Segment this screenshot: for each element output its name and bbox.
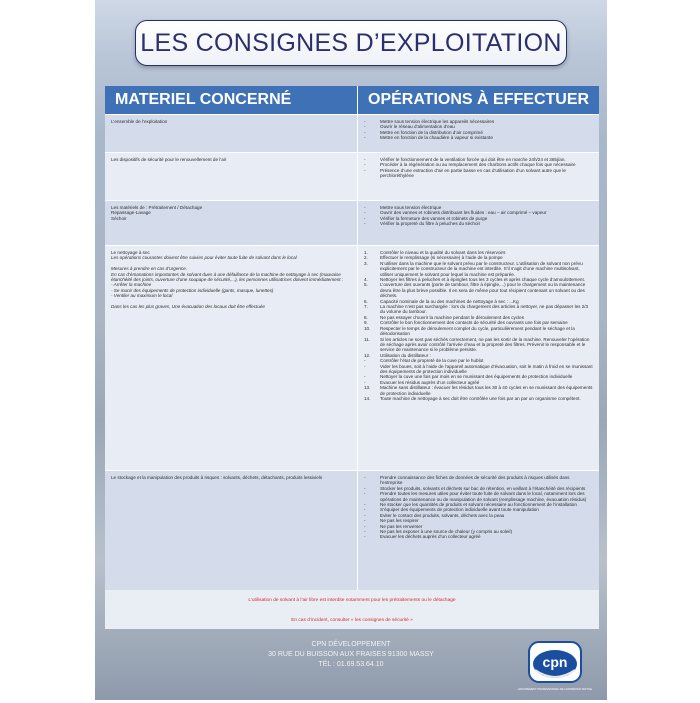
list-marker: 12.	[364, 352, 371, 358]
list-text: Utilisation du distillateur :	[380, 352, 431, 358]
list-text: L’ouverture des ouvrants (porte de tambour, filtre à épingle,...) pour le chargement ou la maintenance devra être la plus brève possible. Il en sera de même pour tout récipient contenant un solvant ou des déchets.	[380, 282, 586, 299]
list-text: Effectuer le remplissage (si nécessaire) à l’aide de la pompe	[380, 255, 503, 261]
logo-caption: GROUPEMENT PROFESSIONNEL DE L’ENTRETIEN TEXTILE	[517, 688, 593, 691]
list-marker: -	[364, 205, 366, 210]
list-text: N’utiliser dans la machine que le solvant prévu par le constructeur. L’utilisation de solvant non prévu explicitement par le constructeur de la machine est interdite. S’il s’agit d’une machine multisolvant, utiliser uniquement le solvant pour lequel la machine est préparée.	[380, 260, 583, 277]
list-marker: -	[364, 534, 366, 540]
list-text: Mettre en fonction de la distribution d’air comprimé	[380, 129, 483, 135]
material-line: L’ensemble de l’exploitation	[111, 119, 168, 124]
table-row	[105, 152, 599, 200]
material-cell	[105, 471, 358, 590]
list-marker: -	[364, 221, 366, 227]
list-marker: -	[364, 529, 366, 535]
table-header	[105, 86, 599, 114]
list-text: Vérifier le fonctionnement de la ventilation forcée qui doit être en marche 24h/24 et 365j/an.	[380, 157, 566, 162]
list-marker: -	[364, 507, 366, 513]
list-text: Contrôler l’état de propreté de la cuve par le hublot	[380, 358, 484, 364]
material-line: Les matériels de : Prétraitement / Détachage	[111, 205, 203, 210]
list-marker: 13.	[364, 385, 371, 391]
list-text: Eviter le contact des produits, solvants, déchets avec la peau	[380, 512, 505, 518]
footer-address: 30 RUE DU BUISSON AUX FRAISES 91300 MASSY	[268, 651, 434, 658]
cpn-logo	[517, 640, 593, 698]
material-line: Repassage-Lavage	[111, 210, 151, 216]
list-item	[364, 475, 593, 486]
list-text: Présence d’une extraction d’air en partie basse en cas d’utilisation d’un solvant autre que le perchloréthylène	[380, 167, 566, 179]
list-item	[364, 364, 593, 375]
table-row	[105, 470, 599, 590]
list-text: Si les articles ne sont pas séchés correctement, ne pas les sortir de la machine. Renouveler l’opération de séchage après avoir contrôlé l’arrivée d’eau et la propreté des filtres. Prévenir le responsable et le service de maintenance si le problème persiste.	[380, 336, 590, 353]
material-line: - Ventiler au maximum le local	[111, 293, 173, 299]
list-text: Mettre sous tension électrique	[380, 205, 442, 210]
cpn-logo-icon	[517, 640, 593, 698]
list-text: Machine sans distillateur : évacuer les résidus tous les 30 à 40 cycles en se munissant des équipements de protection individuelle	[380, 385, 593, 396]
list-text: Procéder à la régénération ou au remplacement des charbons actifs chaque fois que nécessaire	[380, 162, 576, 168]
list-marker: -	[364, 512, 366, 518]
list-item	[364, 304, 593, 315]
list-text: Ouvrir le réseau d’alimentation d’eau	[380, 124, 455, 130]
list-text: Prendre connaissance des fiches de données de sécurité des produits à risques utilisés dans l’entreprise	[380, 475, 570, 486]
list-text: Stocker les produits, solvants et déchets sur bac de rétention, en veillant à l’étanchéité des récipients	[380, 485, 586, 491]
list-text: S’équiper des équipements de protection individuelle avant toute manipulation	[380, 507, 539, 513]
list-text: Mettre en fonction de la chaudière à vapeur si existante	[380, 135, 493, 141]
material-cell	[105, 201, 358, 245]
list-text: Ne pas les respirer	[380, 518, 419, 524]
list-text: Mettre sous tension électrique les appareils nécessaires	[380, 119, 495, 124]
material-line: Les opérations courantes doivent être suivies pour éviter toute fuite de solvant dans le local	[111, 255, 297, 261]
list-marker: -	[364, 379, 366, 385]
list-marker: -	[364, 363, 366, 369]
list-text: Vider les boues, soit à l’aide de l’appareil automatique d’évacuation, soit le matin à froid en se munissant des équipements de protection individuelle	[380, 363, 593, 374]
list-text: Ne pas essayer d’ouvrir la machine pendant le déroulement des cycles	[380, 314, 525, 320]
list-marker: 7.	[364, 304, 368, 310]
list-marker: -	[364, 358, 366, 364]
list-marker: 1.	[364, 250, 368, 255]
list-item	[364, 326, 593, 337]
logo-text: cpn	[542, 654, 568, 670]
list-item	[364, 396, 593, 401]
incident-note: En cas d’incident, consulter « les consignes de sécurité »	[291, 618, 413, 623]
material-line: Séchoir	[111, 215, 127, 221]
list-marker: -	[364, 129, 366, 135]
list-item	[364, 135, 593, 140]
operations-cell	[358, 246, 599, 470]
material-cell	[105, 246, 358, 470]
list-text: Nettoyer la cuve une fois par mois en se munissant des équipements de protection individuelle	[380, 374, 573, 380]
list-text: Evacuer les résidus auprès d’un collecteur agréé	[380, 379, 480, 385]
list-marker: 5.	[364, 282, 368, 288]
list-marker: -	[364, 167, 366, 173]
table-row	[105, 114, 599, 152]
header-material: MATERIEL CONCERNÉ	[105, 86, 358, 114]
list-marker: 14.	[364, 395, 371, 401]
header-operations: OPÉRATIONS À EFFECTUER	[368, 91, 590, 108]
list-marker: 8.	[364, 314, 368, 320]
list-marker: -	[364, 124, 366, 130]
list-marker: -	[364, 119, 366, 124]
material-cell	[105, 115, 358, 152]
list-marker: 2.	[364, 255, 368, 261]
operations-cell	[358, 153, 599, 200]
list-marker: -	[364, 523, 366, 529]
list-marker: 6.	[364, 298, 368, 304]
list-marker: -	[364, 135, 366, 141]
list-text: Capacité nominale de la ou des machines de nettoyage à sec : ...Kg	[380, 298, 519, 304]
warning-note: L’utilisation de solvant à l’air libre est interdite notamment pour les prétraitements ou le détachage	[248, 598, 456, 603]
list-item	[364, 282, 593, 298]
material-line: Mesures à prendre en cas d’urgence.	[111, 266, 188, 272]
material-line: Le nettoyage à sec	[111, 250, 150, 255]
list-item	[364, 491, 593, 502]
list-text: Ne stocker que les quantités de produits et solvant nécessaire au fonctionnement de l’installation	[380, 502, 577, 508]
material-line: - Arrêter la machine	[111, 282, 152, 288]
list-marker: -	[364, 502, 366, 508]
list-text: Ouvrir des vannes et robinets distribuant les fluides : eau – air comprimé – vapeur	[380, 210, 547, 216]
list-text: Toute machine de nettoyage à sec doit être contrôlée une fois par an par un organisme compétent.	[380, 395, 581, 401]
list-item	[364, 168, 593, 179]
list-marker: -	[364, 157, 366, 162]
operations-cell	[358, 471, 599, 590]
list-item	[364, 534, 593, 539]
list-text: Evacuer les déchets auprès d’un collecteur agréé	[380, 534, 481, 540]
list-marker: -	[364, 518, 366, 524]
title-box	[135, 20, 567, 66]
list-text: Vérifier la propreté du filtre à peluches du séchoir	[380, 221, 481, 227]
list-text: Contrôler le niveau et la qualité du solvant dans les réservoirs	[380, 250, 506, 255]
list-marker: -	[364, 485, 366, 491]
instructions-table	[105, 86, 599, 629]
list-item	[364, 385, 593, 396]
list-marker: 9.	[364, 320, 368, 326]
material-line: Les dispositifs de sécurité pour le renouvellement de l’air	[111, 157, 227, 162]
footer-company: CPN DÉVELOPPEMENT	[311, 641, 391, 648]
list-marker: 10.	[364, 325, 371, 331]
operations-cell	[358, 115, 599, 152]
material-line: Le stockage et la manipulation des produits à risques : solvants, déchets, détachants, produits lessiviels	[111, 475, 323, 480]
material-line: - Se munir des équipements de protection individuelle (gants, masque, lunettes)	[111, 287, 274, 293]
list-item	[364, 337, 593, 353]
list-marker: -	[364, 374, 366, 380]
material-cell	[105, 153, 358, 200]
material-line: Dans les cas les plus graves, Une évacuation des locaux doit être effectuée	[111, 304, 265, 310]
list-text: La machine n’est pas surchargée : lors du chargement des articles à nettoyer, ne pas dépasser les 2/3 du volume du tambour.	[380, 304, 589, 315]
list-text: Respecter le temps de déroulement complet du cycle, particulièrement pendant le séchage et la désodorisation	[380, 325, 575, 337]
list-marker: -	[364, 475, 366, 480]
list-marker: -	[364, 210, 366, 216]
list-marker: 3.	[364, 260, 368, 266]
list-text: Vérifier la fermeture des vannes et robinets de purge	[380, 215, 488, 221]
page-title: LES CONSIGNES D’EXPLOITATION	[140, 28, 562, 57]
footer-phone: TÉL : 01.69.53.64.10	[318, 661, 384, 668]
list-marker: 11.	[364, 336, 371, 342]
poster	[95, 0, 607, 700]
list-item	[364, 261, 593, 277]
table-row	[105, 200, 599, 245]
list-text: Ne pas les exposer à une source de chaleur (y compris au soleil)	[380, 529, 513, 535]
list-marker: -	[364, 162, 366, 168]
list-marker: 4.	[364, 277, 368, 283]
list-text: Prendre toutes les mesures utiles pour éviter toute fuite de solvant dans le local, notamment lors des opérations de maintenance ou de manipulation de solvant (remplissage machine, évacuation résidus)	[380, 491, 587, 502]
list-marker: -	[364, 491, 366, 497]
table-row	[105, 245, 599, 470]
list-item	[364, 221, 593, 226]
material-line: En cas d’émanations importantes de solvant dues à une défaillance de la machine de nettoyage à sec (mauvaise étanchéité des joints, ouverture d’une soupape de sécurité,...), les personnes utilisatrices doivent immédiatement :	[111, 271, 344, 283]
list-marker: -	[364, 215, 366, 221]
list-text: Ne pas les renverser	[380, 523, 423, 529]
operations-cell	[358, 201, 599, 245]
list-text: Contrôler le bon fonctionnement des contacts de sécurité des ouvrants une fois par semaine	[380, 320, 568, 326]
list-text: Nettoyer les filtres à peluches et à épingles tous les 3 cycles et après chaque cycle d’amoulottement.	[380, 277, 586, 283]
